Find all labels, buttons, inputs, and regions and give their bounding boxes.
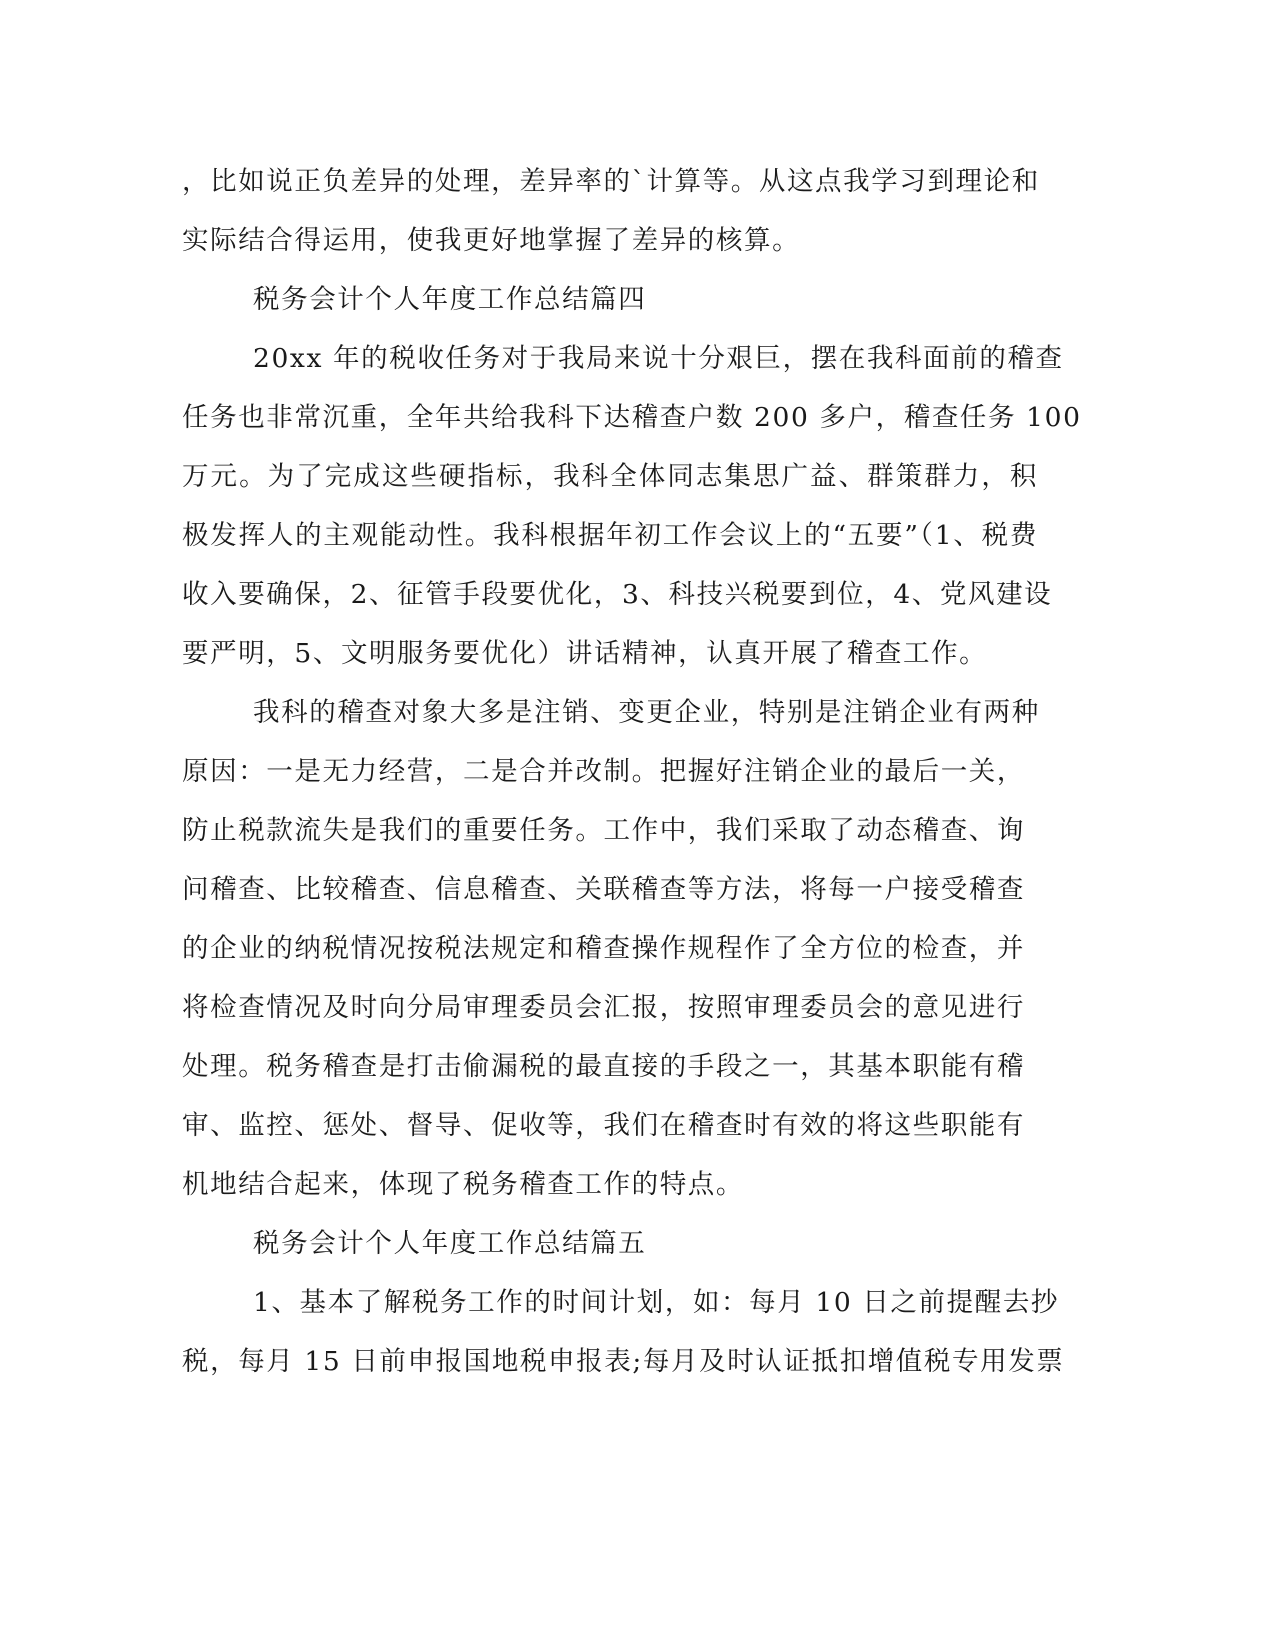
text-line: 1、基本了解税务工作的时间计划，如：每月 10 日之前提醒去抄 xyxy=(253,1287,1060,1318)
section-heading: 税务会计个人年度工作总结篇四 xyxy=(253,284,647,315)
text-line: 20xx 年的税收任务对于我局来说十分艰巨，摆在我科面前的稽查 xyxy=(253,343,1064,374)
text-line: 收入要确保，2、征管手段要优化，3、科技兴税要到位，4、党风建设 xyxy=(182,579,1053,610)
text-line: 我科的稽查对象大多是注销、变更企业，特别是注销企业有两种 xyxy=(253,697,1040,728)
text-line: 处理。税务稽查是打击偷漏税的最直接的手段之一，其基本职能有稽 xyxy=(182,1051,1025,1082)
section-heading: 税务会计个人年度工作总结篇五 xyxy=(253,1228,647,1259)
text-line: 极发挥人的主观能动性。我科根据年初工作会议上的“五要”（1、税费 xyxy=(182,520,1038,551)
text-line: 将检查情况及时向分局审理委员会汇报，按照审理委员会的意见进行 xyxy=(182,992,1025,1023)
text-line: 实际结合得运用，使我更好地掌握了差异的核算。 xyxy=(182,225,801,256)
text-line: 税，每月 15 日前申报国地税申报表;每月及时认证抵扣增值税专用发票 xyxy=(182,1346,1065,1377)
text-line: 审、监控、惩处、督导、促收等，我们在稽查时有效的将这些职能有 xyxy=(182,1110,1025,1141)
text-line: 的企业的纳税情况按税法规定和稽查操作规程作了全方位的检查，并 xyxy=(182,933,1025,964)
text-line: 防止税款流失是我们的重要任务。工作中，我们采取了动态稽查、询 xyxy=(182,815,1025,846)
text-line: ，比如说正负差异的处理，差异率的`计算等。从这点我学习到理论和 xyxy=(182,166,1040,197)
text-line: 问稽查、比较稽查、信息稽查、关联稽查等方法，将每一户接受稽查 xyxy=(182,874,1025,905)
text-line: 万元。为了完成这些硬指标，我科全体同志集思广益、群策群力，积 xyxy=(182,461,1038,492)
text-line: 要严明，5、文明服务要优化）讲话精神，认真开展了稽查工作。 xyxy=(182,638,988,669)
text-line: 任务也非常沉重，全年共给我科下达稽查户数 200 多户，稽查任务 100 xyxy=(182,402,1082,433)
text-line: 机地结合起来，体现了税务稽查工作的特点。 xyxy=(182,1169,744,1200)
text-line: 原因：一是无力经营，二是合并改制。把握好注销企业的最后一关， xyxy=(182,756,1025,787)
document-body xyxy=(182,152,1082,1391)
